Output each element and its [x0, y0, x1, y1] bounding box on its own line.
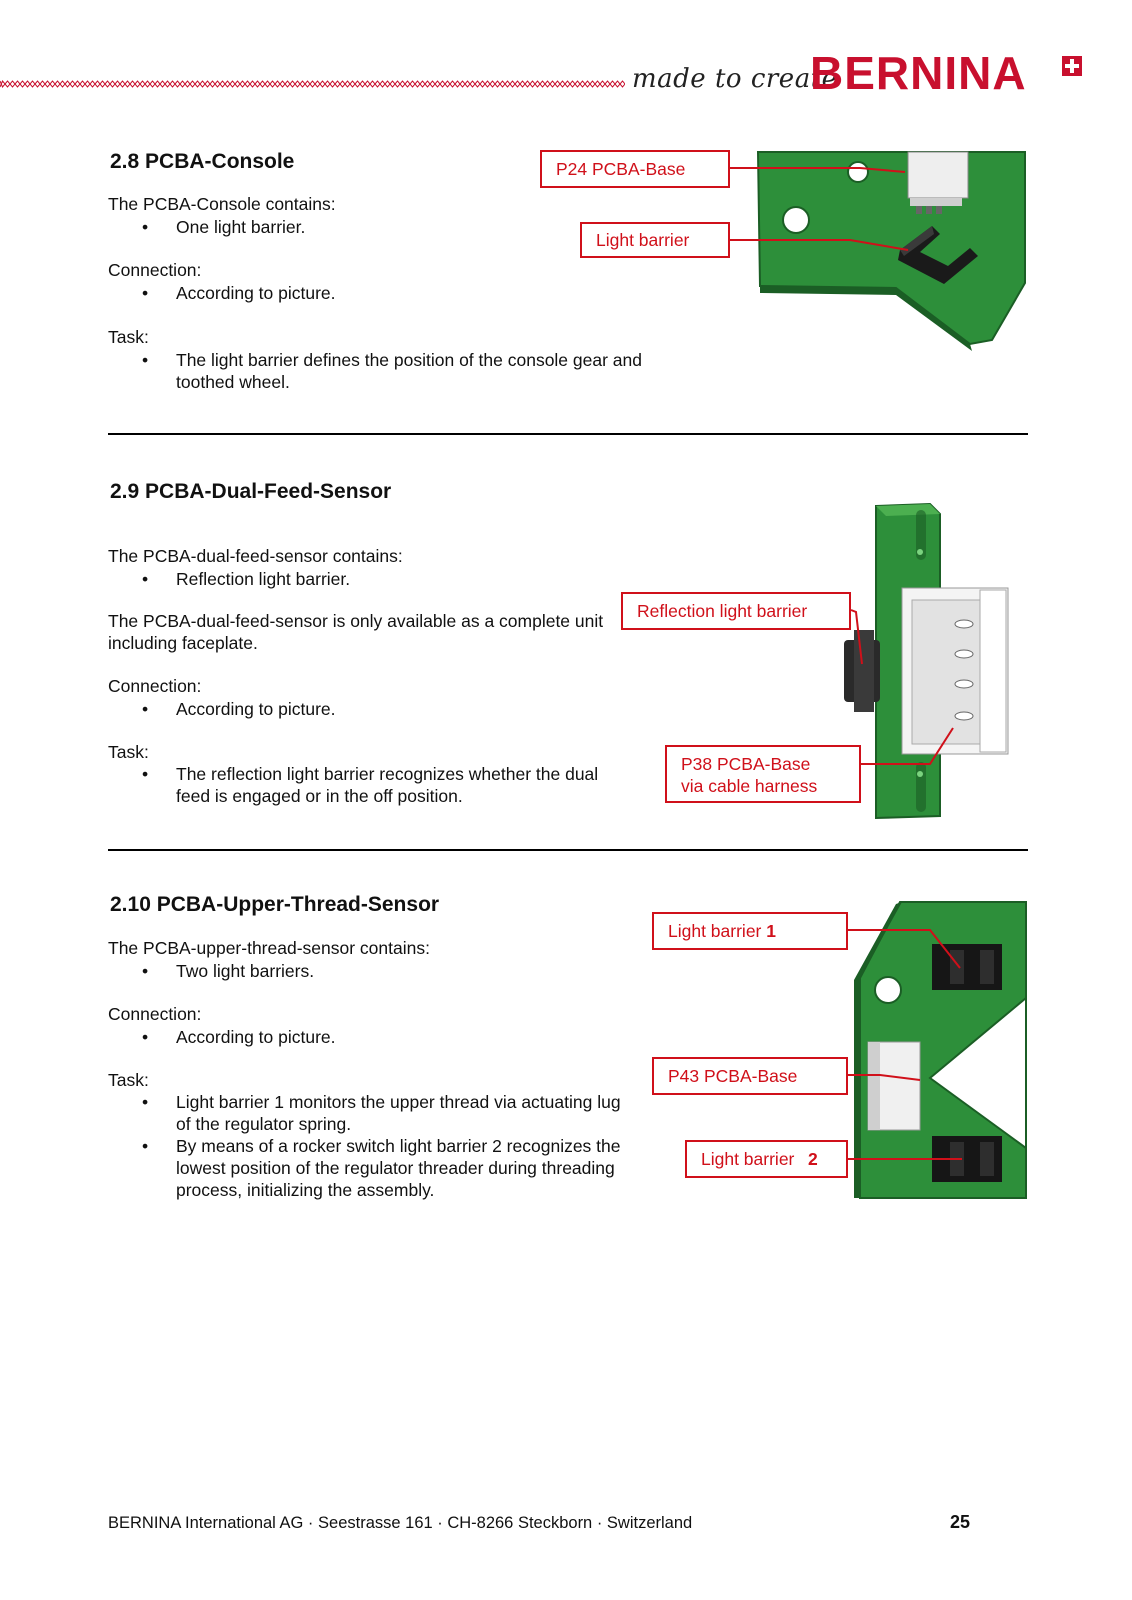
list-item: • Light barrier 1 monitors the upper thread via actuating lug of the regulator spring. [142, 1092, 621, 1134]
list-item: • One light barrier. [142, 217, 306, 237]
list-item: • The reflection light barrier recognizes whether the dual feed is engaged or in the off position. [142, 764, 599, 806]
list-item: • The light barrier defines the position of the console gear and toothed wheel. [142, 350, 642, 392]
contains-label: The PCBA-upper-thread-sensor contains: [108, 938, 430, 958]
contains-label: The PCBA-dual-feed-sensor contains: [108, 546, 403, 566]
section-heading-2-10: 2.10 PCBA-Upper-Thread-Sensor [110, 893, 440, 916]
callout-light-barrier-2: Light barrier [685, 1140, 848, 1178]
task-label: Task: [108, 1070, 149, 1090]
task-label: Task: [108, 742, 149, 762]
callout-p24-pcba-base: P24 PCBA-Base [540, 150, 730, 188]
callout-light-barrier-1: Light barrier 1 [652, 912, 848, 950]
callout-light-barrier-2-number: 2 [808, 1149, 818, 1169]
callout-reflection-light-barrier: Reflection light barrier [621, 592, 851, 630]
bernina-logo: BERNINA [810, 47, 1027, 99]
footer-address: BERNINA International AG · Seestrasse 161 · CH-8266 Steckborn · Switzerland [108, 1514, 693, 1532]
section-heading-2-8: 2.8 PCBA-Console [110, 150, 295, 173]
callout-p38-pcba-base: P38 PCBA-Base via cable harness [665, 745, 861, 803]
brand-tagline: made to create [632, 64, 838, 94]
list-item: • According to picture. [142, 1027, 336, 1047]
section-heading-2-9: 2.9 PCBA-Dual-Feed-Sensor [110, 480, 392, 503]
list-item: • By means of a rocker switch light barrier 2 recognizes the lowest position of the regulator threader during threading process, initializing the assembly. [142, 1136, 621, 1200]
list-item: • According to picture. [142, 283, 336, 303]
list-item: • Two light barriers. [142, 961, 315, 981]
callout-light-barrier: Light barrier [580, 222, 730, 258]
connection-label: Connection: [108, 676, 202, 696]
connection-label: Connection: [108, 1004, 202, 1024]
connection-label: Connection: [108, 260, 202, 280]
list-item: • Reflection light barrier. [142, 569, 351, 589]
callout-p43-pcba-base: P43 PCBA-Base [652, 1057, 848, 1095]
page-number: 25 [950, 1512, 971, 1532]
contains-label: The PCBA-Console contains: [108, 194, 336, 214]
list-item: • According to picture. [142, 699, 336, 719]
task-label: Task: [108, 327, 149, 347]
availability-note: The PCBA-dual-feed-sensor is only available as a complete unit including faceplate. [108, 611, 604, 653]
